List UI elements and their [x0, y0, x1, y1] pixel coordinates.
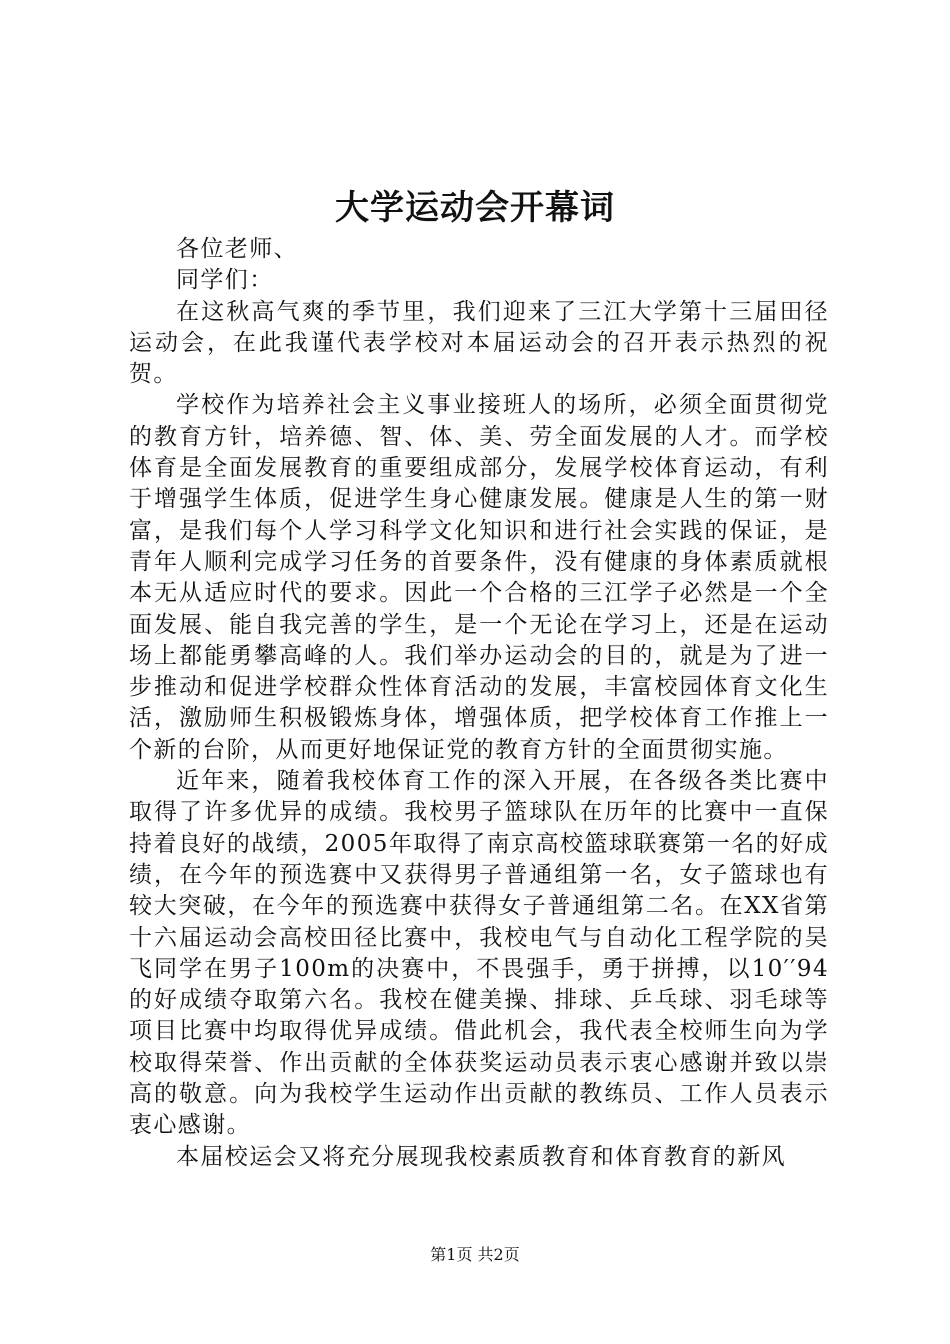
document-title: 大学运动会开幕词	[335, 188, 615, 228]
body-paragraph: 本届校运会又将充分展现我校素质教育和体育教育的新风	[176, 1143, 786, 1170]
body-paragraph: 学校作为培养社会主义事业接班人的场所，必须全面贯彻党的教育方针，培养德、智、体、美、劳全面发展的人才。而学校体育是全面发展教育的重要组成部分，发展学校体育运动，有利于增强学生体质，促进学生身心健康发展。健康是人生的第一财富，是我们每个人学习科学文化知识和进行社会实践的保证，是青年人顺利完成学习任务的首要条件，没有健康的身体素质就根本无从适应时代的要求。因此一个合格的三江学子必然是一个全面发展、能自我完善的学生，是一个无论在学习上，还是在运动场上都能勇攀高峰的人。我们举办运动会的目的，就是为了进一步推动和促进学校群众性体育活动的发展，丰富校园体育文化生活，激励师生积极锻炼身体，增强体质，把学校体育工作推上一个新的台阶，从而更好地保证党的教育方针的全面贯彻实施。	[129, 392, 829, 763]
body-paragraph: 近年来，随着我校体育工作的深入开展，在各级各类比赛中取得了许多优异的成绩。我校男子篮球队在历年的比赛中一直保持着良好的战绩，2005年取得了南京高校篮球联赛第一名的好成绩，在今年的预选赛中又获得男子普通组第一名，女子篮球也有较大突破，在今年的预选赛中获得女子普通组第二名。在XX省第十六届运动会高校田径比赛中，我校电气与自动化工程学院的吴飞同学在男子100m的决赛中，不畏强手，勇于拼搏，以10′′94的好成绩夺取第六名。我校在健美操、排球、乒乓球、羽毛球等项目比赛中均取得优异成绩。借此机会，我代表全校师生向为学校取得荣誉、作出贡献的全体获奖运动员表示衷心感谢并致以崇高的敬意。向为我校学生运动作出贡献的教练员、工作人员表示衷心感谢。	[129, 768, 829, 1139]
page-footer: 第1页 共2页	[430, 1245, 520, 1264]
document-body	[129, 234, 829, 1173]
greeting-line: 各位老师、	[176, 236, 298, 262]
body-paragraph: 在这秋高气爽的季节里，我们迎来了三江大学第十三届田径运动会，在此我谨代表学校对本届运动会的召开表示热烈的祝贺。	[129, 298, 829, 388]
greeting-line: 同学们：	[176, 267, 274, 294]
